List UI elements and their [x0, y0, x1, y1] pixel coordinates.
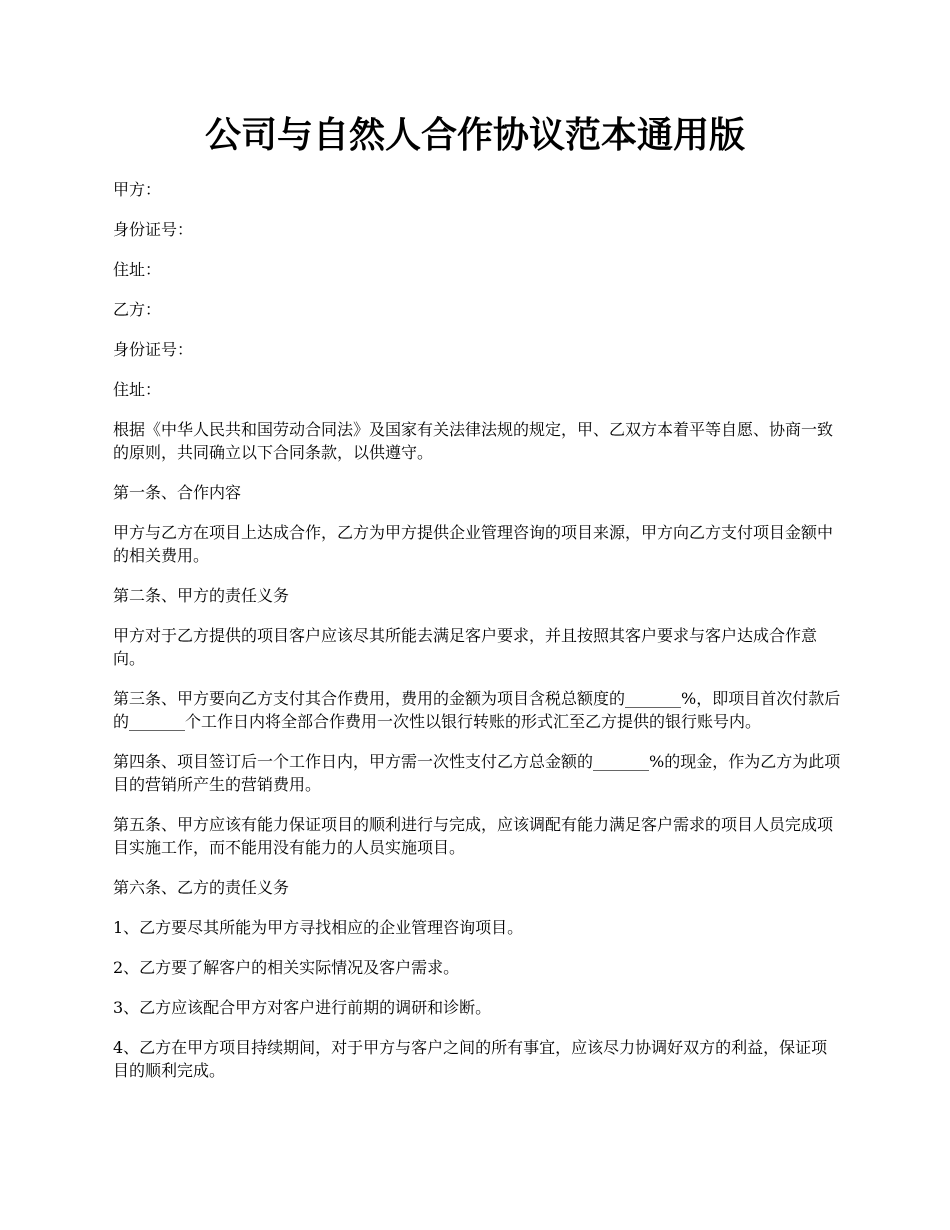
party-b-address-label: 住址：	[113, 380, 162, 399]
document-title: 公司与自然人合作协议范本通用版	[204, 115, 745, 156]
article-5-paragraph: 第五条、甲方应该有能力保证项目的顺利进行与完成，应该调配有能力满足客户需求的项目人员完成项目实施工作，而不能用没有能力的人员实施项目。	[113, 815, 834, 857]
list-item: 1、乙方要尽其所能为甲方寻找相应的企业管理咨询项目。	[113, 918, 524, 937]
party-b-id-label: 身份证号：	[113, 340, 194, 359]
document-body	[113, 178, 843, 1099]
article-2-paragraph: 甲方对于乙方提供的项目客户应该尽其所能去满足客户要求，并且按照其客户要求与客户达成合作意向。	[113, 626, 818, 668]
preamble-paragraph: 根据《中华人民共和国劳动合同法》及国家有关法律法规的规定，甲、乙双方本着平等自愿、协商一致的原则，共同确立以下合同条款，以供遵守。	[113, 420, 834, 462]
article-6-heading: 第六条、乙方的责任义务	[113, 878, 290, 897]
article-4-paragraph: 第四条、项目签订后一个工作日内，甲方需一次性支付乙方总金额的_______%的现金，作为乙方为此项目的营销所产生的营销费用。	[113, 752, 841, 794]
list-item: 2、乙方要了解客户的相关实际情况及客户需求。	[113, 958, 460, 977]
list-item: 3、乙方应该配合甲方对客户进行前期的调研和诊断。	[113, 998, 492, 1017]
article-1-heading: 第一条、合作内容	[113, 483, 242, 502]
article-1-paragraph: 甲方与乙方在项目上达成合作，乙方为甲方提供企业管理咨询的项目来源，甲方向乙方支付项目金额中的相关费用。	[113, 523, 834, 565]
article-2-heading: 第二条、甲方的责任义务	[113, 586, 290, 605]
party-a-label: 甲方：	[113, 180, 162, 199]
article-3-paragraph: 第三条、甲方要向乙方支付其合作费用，费用的金额为项目含税总额度的_______%，即项目首次付款后的_______个工作日内将全部合作费用一次性以银行转账的形式汇至乙方提供的银行账号内。	[113, 689, 841, 731]
list-item: 4、乙方在甲方项目持续期间，对于甲方与客户之间的所有事宜，应该尽力协调好双方的利益，保证项目的顺利完成。	[113, 1038, 828, 1080]
party-a-id-label: 身份证号：	[113, 220, 194, 239]
party-b-label: 乙方：	[113, 300, 162, 319]
party-a-address-label: 住址：	[113, 260, 162, 279]
